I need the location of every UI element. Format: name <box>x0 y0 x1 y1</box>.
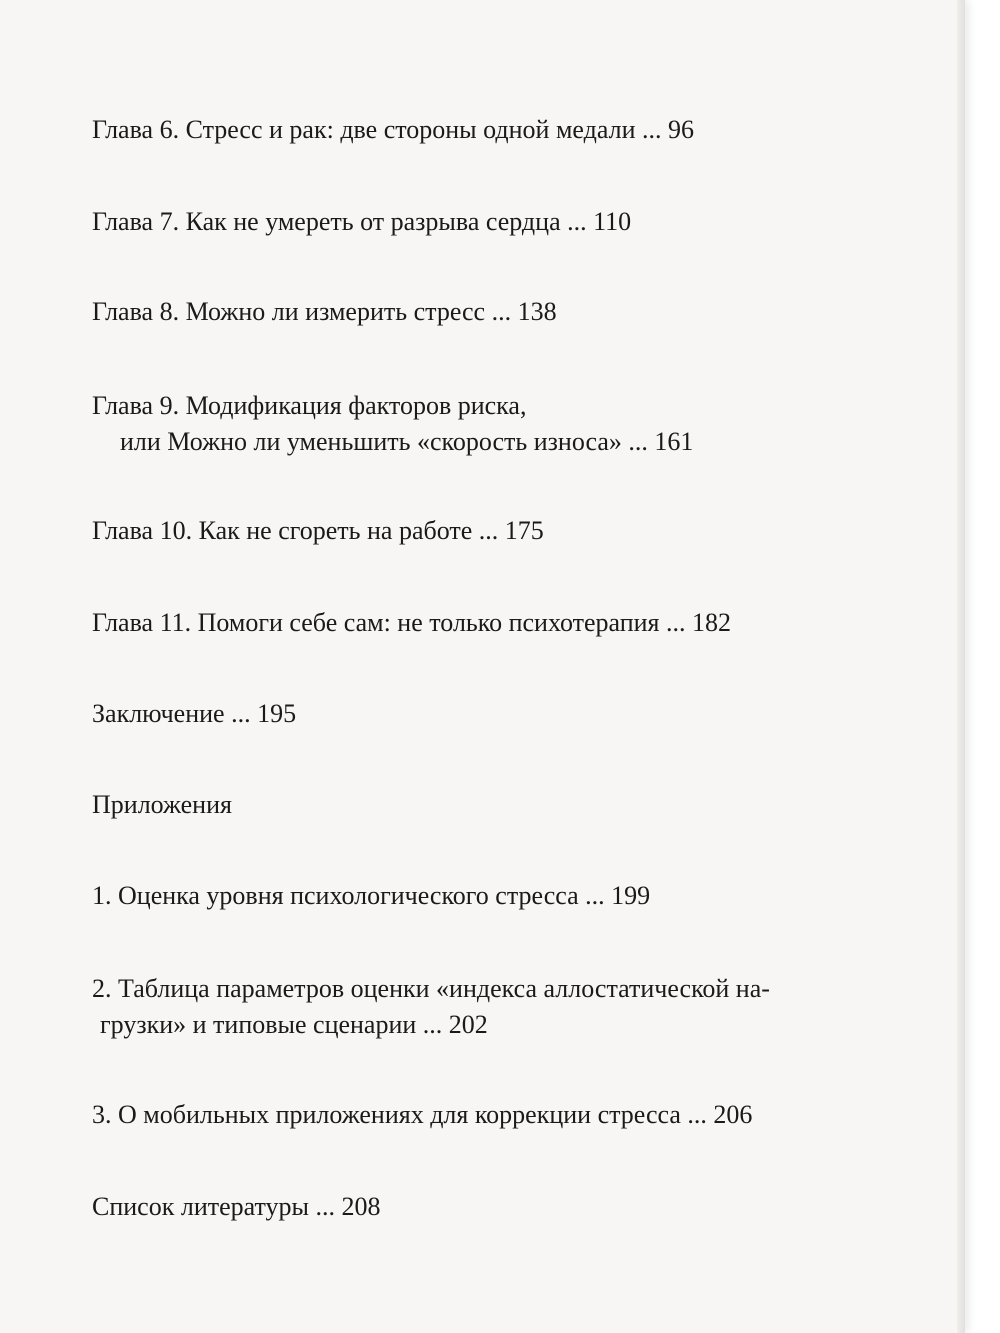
toc-entry-chapter-7 <box>92 204 922 240</box>
toc-section-appendices <box>92 787 922 823</box>
toc-entry-chapter-8 <box>92 294 922 330</box>
toc-entry-text: 1. Оценка уровня психологического стресса ... 199 <box>92 881 651 910</box>
toc-entry-appendix-2 <box>92 971 922 1043</box>
toc-entry-text-continued: грузки» и типовые сценарии ... 202 <box>100 1010 488 1039</box>
toc-entry-text-continued: или Можно ли уменьшить «скорость износа» ... 161 <box>120 427 694 456</box>
show-through-text <box>88 20 965 88</box>
toc-entry-chapter-10 <box>92 513 922 549</box>
toc-entry-appendix-3 <box>92 1097 922 1133</box>
toc-entry-text: Приложения <box>92 790 232 819</box>
toc-entry-chapter-9 <box>92 388 922 460</box>
toc-entry-chapter-11 <box>92 605 922 641</box>
toc-entry-chapter-6 <box>92 112 922 148</box>
toc-entry-references <box>92 1189 922 1225</box>
toc-entry-text: Глава 7. Как не умереть от разрыва сердца ... 110 <box>92 207 632 236</box>
page-edge <box>957 0 965 1333</box>
toc-entry-text: Глава 9. Модификация факторов риска, <box>92 391 527 420</box>
toc-entry-text: 2. Таблица параметров оценки «индекса аллостатической на- <box>92 974 770 1003</box>
toc-entry-conclusion <box>92 696 922 732</box>
toc-entry-text: Глава 10. Как не сгореть на работе ... 175 <box>92 516 544 545</box>
toc-entry-text: Список литературы ... 208 <box>92 1192 381 1221</box>
toc-entry-text: Заключение ... 195 <box>92 699 297 728</box>
toc-entry-text: Глава 11. Помоги себе сам: не только психотерапия ... 182 <box>92 608 732 637</box>
toc-entry-text: Глава 6. Стресс и рак: две стороны одной медали ... 96 <box>92 115 694 144</box>
toc-entry-appendix-1 <box>92 878 922 914</box>
toc-entry-text: 3. О мобильных приложениях для коррекции стресса ... 206 <box>92 1100 753 1129</box>
toc-entry-text: Глава 8. Можно ли измерить стресс ... 138 <box>92 297 557 326</box>
